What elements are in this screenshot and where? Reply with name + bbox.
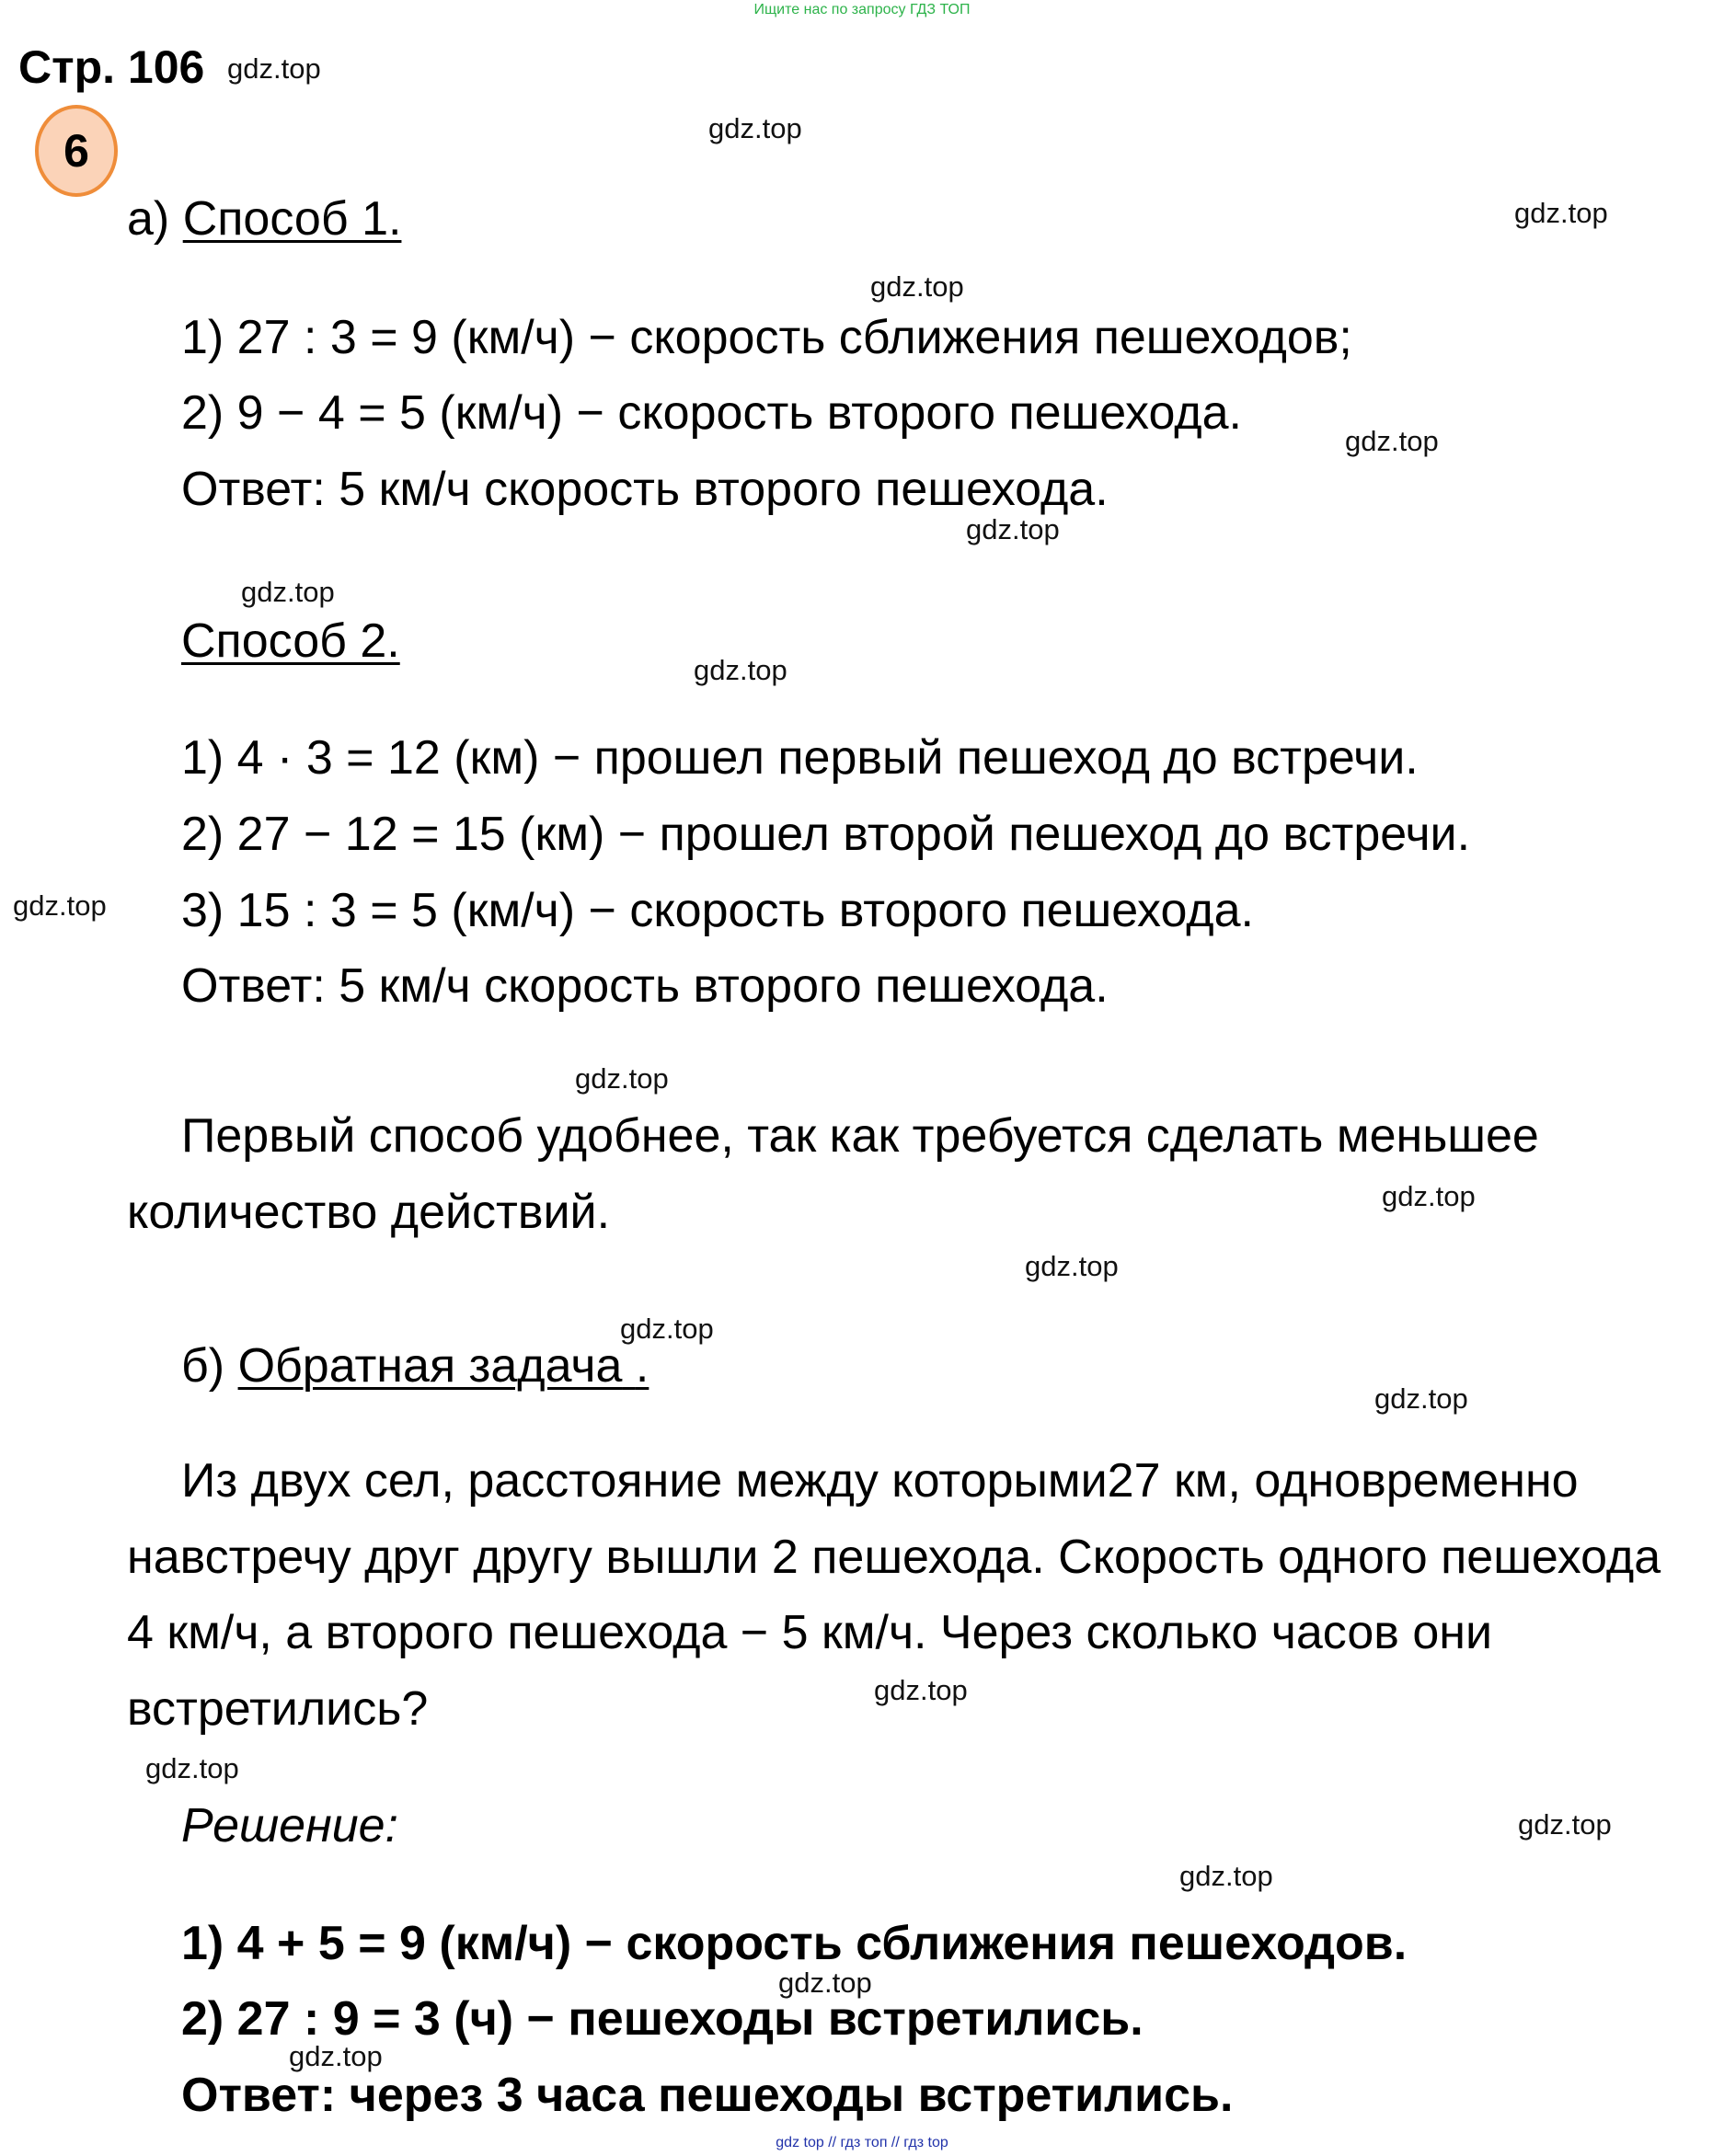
part-a-label: а)	[127, 192, 170, 246]
method-1-step: 2) 9 − 4 = 5 (км/ч) − скорость второго пешехода.	[181, 386, 1242, 440]
method-1-title: Способ 1.	[182, 192, 402, 246]
watermark: gdz.top	[1179, 1860, 1273, 1892]
watermark: gdz.top	[1382, 1180, 1476, 1212]
watermark: gdz.top	[145, 1752, 239, 1784]
solution-step: 1) 4 + 5 = 9 (км/ч) − скорость сближения пешеходов.	[181, 1917, 1408, 1970]
top-banner: Ищите нас по запросу ГДЗ ТОП	[753, 2, 971, 17]
page-title: Стр. 106	[18, 41, 205, 93]
part-b-label: б)	[181, 1339, 225, 1393]
problem-line: встретились?	[127, 1682, 429, 1736]
problem-line: Из двух сел, расстояние между которыми27 км, одновременно	[181, 1454, 1579, 1508]
watermark: gdz.top	[575, 1062, 669, 1095]
part-b-heading	[181, 1338, 649, 1393]
part-b-title: Обратная задача .	[237, 1339, 649, 1393]
watermark: gdz.top	[1514, 197, 1608, 229]
exercise-number-badge: 6	[35, 105, 118, 197]
watermark: gdz.top	[870, 270, 964, 303]
watermark: gdz.top	[874, 1674, 968, 1706]
conclusion-line: количество действий.	[127, 1186, 611, 1239]
method-1-answer: Ответ: 5 км/ч скорость второго пешехода.	[181, 463, 1109, 516]
solution-step: 2) 27 : 9 = 3 (ч) − пешеходы встретились.	[181, 1992, 1144, 2046]
method-1-step: 1) 27 : 3 = 9 (км/ч) − скорость сближения пешеходов;	[181, 311, 1352, 364]
watermark: gdz.top	[1345, 425, 1439, 457]
problem-line: навстречу друг другу вышли 2 пешехода. Скорость одного пешехода	[127, 1531, 1661, 1584]
conclusion-line: Первый способ удобнее, так как требуется сделать меньшее	[181, 1109, 1539, 1163]
method-2-step: 3) 15 : 3 = 5 (км/ч) − скорость второго пешехода.	[181, 884, 1254, 937]
problem-line: 4 км/ч, а второго пешехода − 5 км/ч. Через сколько часов они	[127, 1606, 1493, 1659]
solution-label: Решение:	[181, 1799, 399, 1852]
part-a-heading	[127, 191, 401, 247]
watermark: gdz.top	[966, 513, 1060, 545]
watermark: gdz.top	[227, 52, 321, 85]
bottom-banner: gdz top // гдз топ // гдз top	[776, 2135, 948, 2150]
watermark: gdz.top	[708, 112, 802, 144]
watermark: gdz.top	[13, 889, 107, 922]
watermark: gdz.top	[289, 2040, 383, 2072]
watermark: gdz.top	[778, 1967, 872, 1999]
watermark: gdz.top	[694, 654, 787, 686]
watermark: gdz.top	[1518, 1808, 1612, 1841]
method-2-title: Способ 2.	[181, 614, 400, 668]
method-2-step: 2) 27 − 12 = 15 (км) − прошел второй пешеход до встречи.	[181, 808, 1471, 861]
watermark: gdz.top	[620, 1313, 714, 1345]
watermark: gdz.top	[241, 576, 335, 608]
solution-answer: Ответ: через 3 часа пешеходы встретились.	[181, 2069, 1234, 2122]
watermark: gdz.top	[1025, 1250, 1119, 1282]
method-2-answer: Ответ: 5 км/ч скорость второго пешехода.	[181, 959, 1109, 1013]
watermark: gdz.top	[1374, 1382, 1468, 1415]
method-2-step: 1) 4 · 3 = 12 (км) − прошел первый пешеход до встречи.	[181, 731, 1419, 785]
